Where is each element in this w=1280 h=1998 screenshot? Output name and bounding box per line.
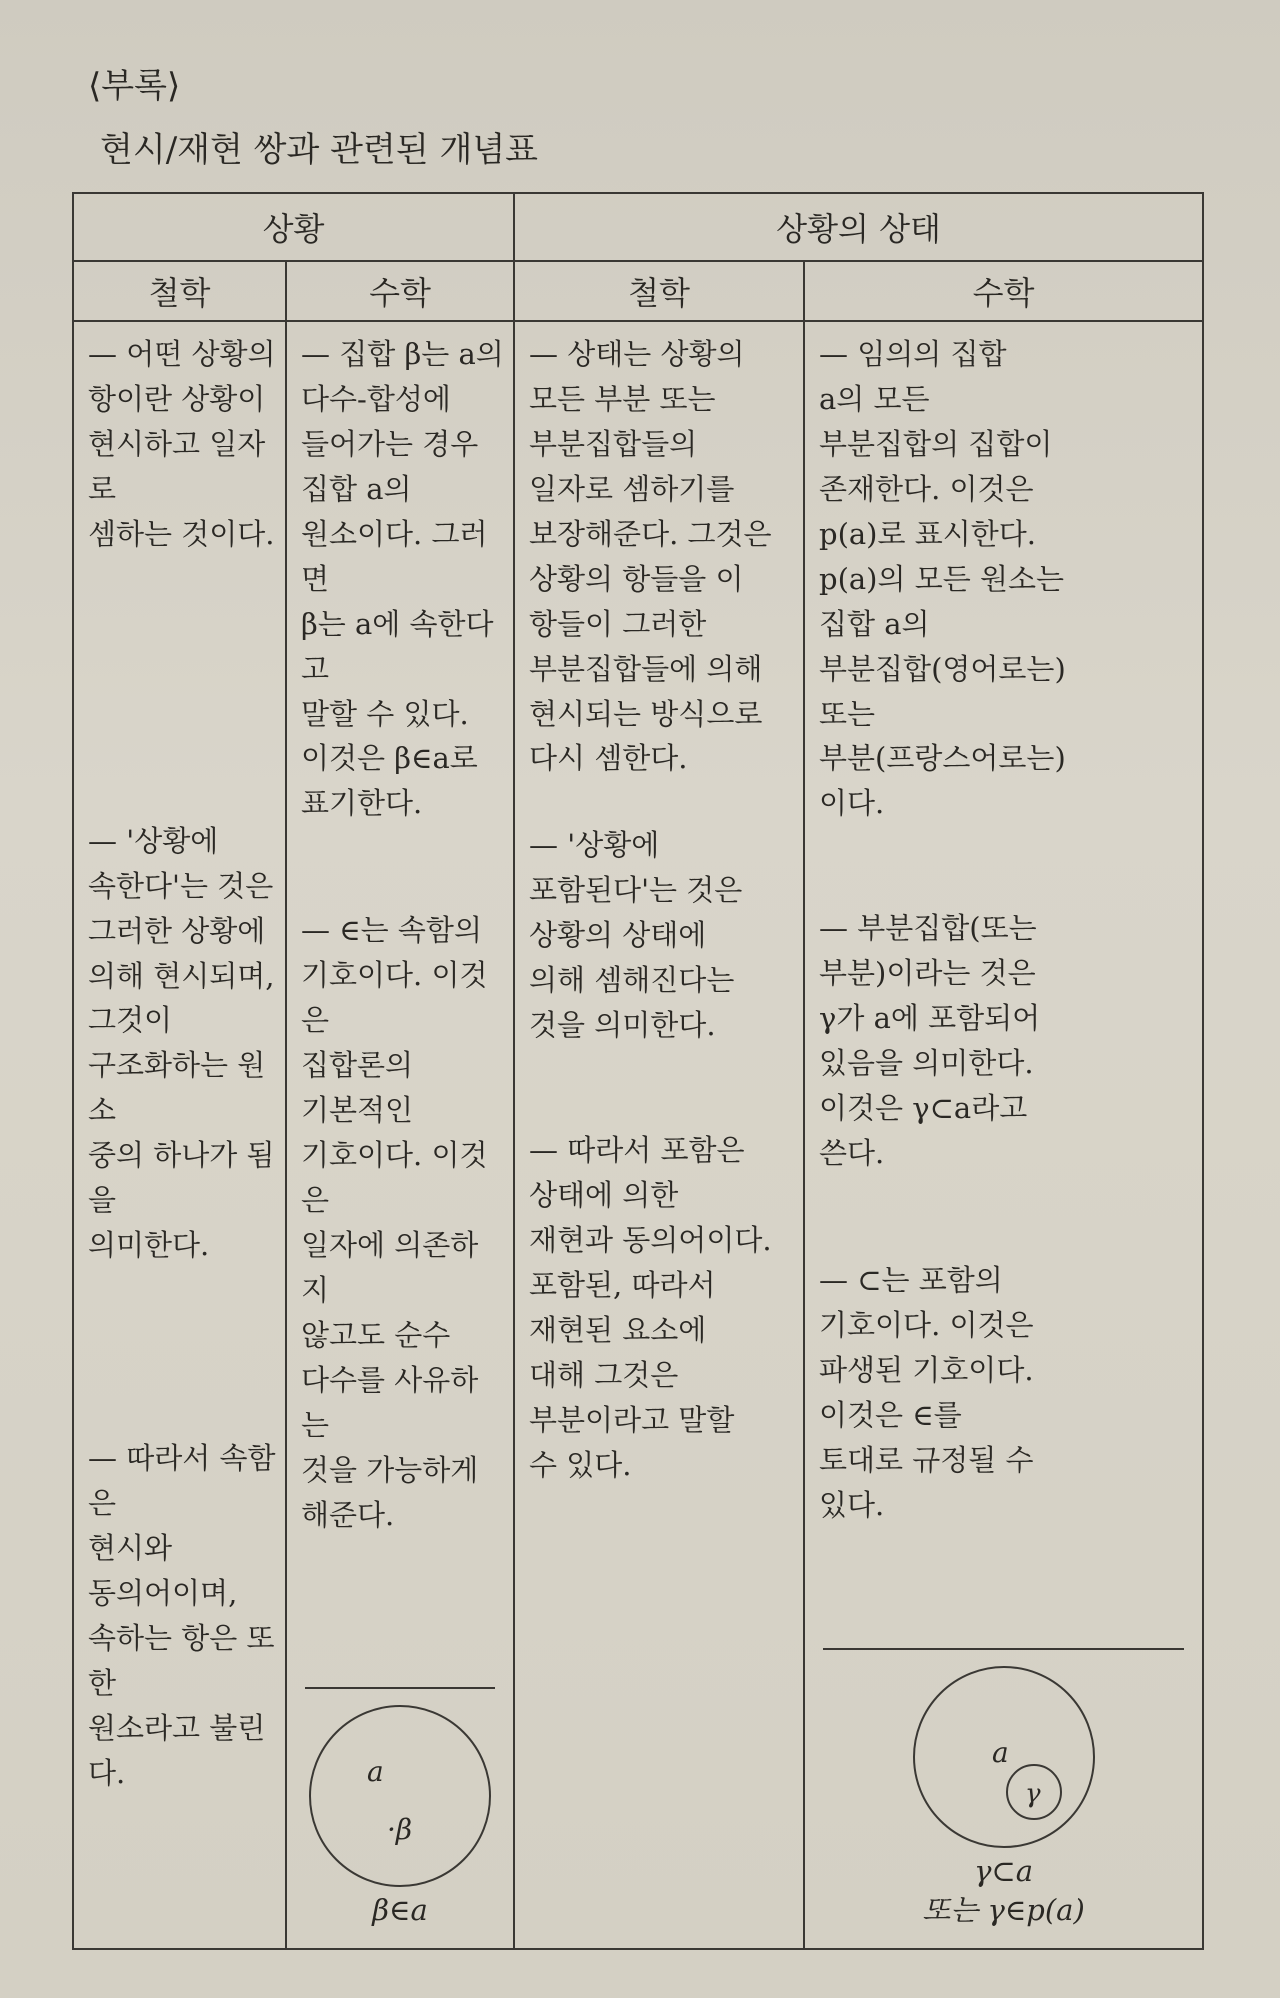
text-block: — 상태는 상황의 모든 부분 또는 부분집합들의 일자로 셈하기를 보장해준다. 그것은 상황의 항들을 이 항들이 그러한 부분집합들에 의해 현시되는 방식으로 다시 셈한다. xyxy=(529,337,772,776)
table-title: 현시/재현 쌍과 관련된 개념표 xyxy=(100,130,539,170)
diagram-caption: β∈a xyxy=(372,1892,428,1927)
inclusion-diagram xyxy=(823,1648,1184,1930)
outer-set-label: a xyxy=(991,1735,1009,1769)
subset-label: γ xyxy=(1024,1778,1041,1809)
element-label: ·β xyxy=(387,1812,413,1846)
diagram-caption: γ⊂a 또는 γ∈p(a) xyxy=(922,1853,1085,1927)
divider xyxy=(823,1648,1184,1650)
text-block: — 임의의 집합 a의 모든 부분집합의 집합이 존재한다. 이것은 p(a)로 표시한다. p(a)의 모든 원소는 집합 a의 부분집합(영어로는) 또는 부분(프랑스어로는) 이다. xyxy=(819,337,1066,821)
cell-state-philosophy xyxy=(514,321,804,1949)
header-philosophy: 철학 xyxy=(514,261,804,321)
text-block: — '상황에 속한다'는 것은 그러한 상황에 의해 현시되며, 그것이 구조화하는 원소 중의 하나가 됨을 의미한다. xyxy=(88,823,275,1263)
membership-diagram xyxy=(305,1687,495,1930)
appendix-label: ⟨부록⟩ xyxy=(88,66,181,106)
divider xyxy=(305,1687,495,1689)
set-diagram xyxy=(305,1701,495,1891)
text-block: — 집합 β는 a의 다수-합성에 들어가는 경우 집합 a의 원소이다. 그러면 β는 a에 속한다고 말할 수 있다. 이것은 β∈a로 표기한다. xyxy=(301,337,504,821)
text-block: — 어떤 상황의 항이란 상황이 현시하고 일자로 셈하는 것이다. xyxy=(88,337,276,551)
set-diagram xyxy=(904,1662,1104,1852)
text-block: — ∈는 속함의 기호이다. 이것은 집합론의 기본적인 기호이다. 이것은 일자에 의존하지 않고도 순수 다수를 사유하는 것을 가능하게 해준다. xyxy=(301,913,488,1532)
text-block: — '상황에 포함된다'는 것은 상황의 상태에 의해 셈해진다는 것을 의미한다. xyxy=(529,828,743,1043)
header-situation: 상황 xyxy=(73,193,514,261)
text-block: — 따라서 속함은 현시와 동의어이며, 속하는 항은 또한 원소라고 불린다. xyxy=(88,1441,276,1790)
cell-situation-mathematics xyxy=(286,321,514,1949)
header-state: 상황의 상태 xyxy=(514,193,1203,261)
text-block: — 따라서 포함은 상태에 의한 재현과 동의어이다. 포함된, 따라서 재현된 요소에 대해 그것은 부분이라고 말할 수 있다. xyxy=(529,1133,772,1482)
text-block: — ⊂는 포함의 기호이다. 이것은 파생된 기호이다. 이것은 ∈를 토대로 규정될 수 있다. xyxy=(819,1262,1034,1522)
outer-set-label: a xyxy=(367,1754,384,1788)
cell-state-mathematics xyxy=(804,321,1203,1949)
cell-situation-philosophy xyxy=(73,321,286,1949)
text-block: — 부분집합(또는 부분)이라는 것은 γ가 a에 포함되어 있음을 의미한다. 이것은 γ⊂a라고 쓴다. xyxy=(819,911,1041,1170)
header-mathematics: 수학 xyxy=(804,261,1203,321)
outer-set-circle xyxy=(310,1706,490,1886)
header-mathematics: 수학 xyxy=(286,261,514,321)
concept-table xyxy=(72,192,1204,1950)
header-philosophy: 철학 xyxy=(73,261,286,321)
